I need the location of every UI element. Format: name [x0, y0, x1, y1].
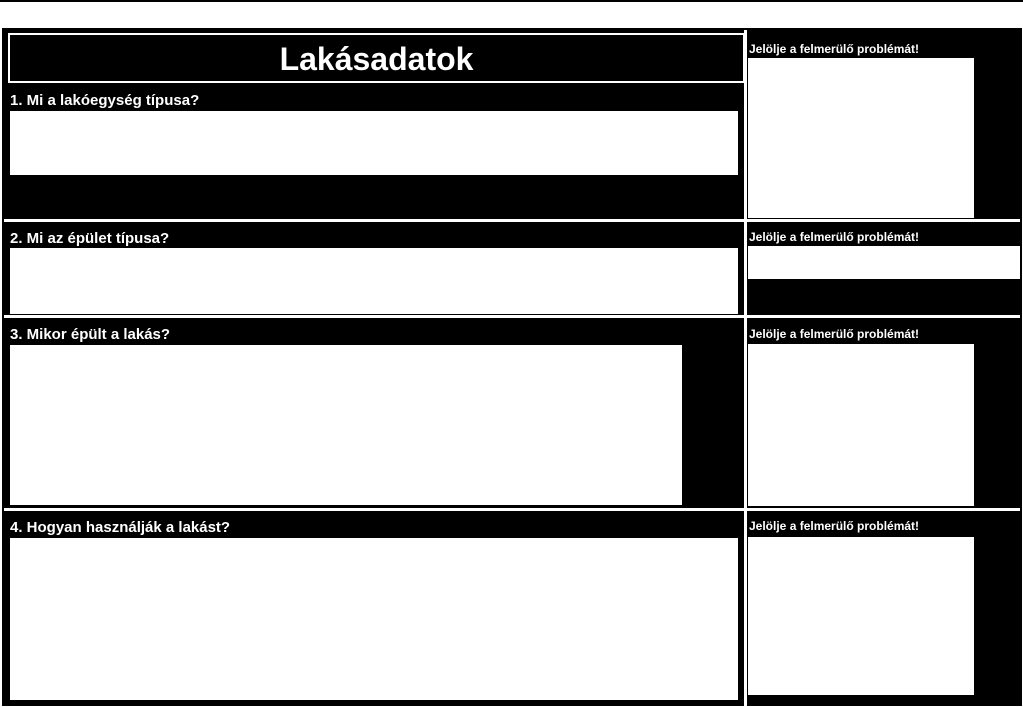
question-4-problem-field[interactable]: [748, 537, 974, 695]
question-4-label: 4. Hogyan használják a lakást?: [10, 519, 231, 536]
question-2-problem-field[interactable]: [748, 246, 1020, 279]
question-3-answer-field[interactable]: [10, 345, 682, 505]
question-1-label: 1. Mi a lakóegység típusa?: [10, 92, 200, 109]
column-separator: [744, 30, 747, 706]
question-1-answer-field[interactable]: [10, 111, 738, 175]
question-4-answer-field[interactable]: [10, 538, 738, 700]
question-4-problem-label: Jelölje a felmerülő problémát!: [749, 519, 920, 533]
question-3-problem-label: Jelölje a felmerülő problémát!: [749, 327, 920, 341]
question-2-answer-field[interactable]: [10, 248, 738, 314]
section-divider: [4, 219, 1020, 222]
page-title: Lakásadatok: [279, 41, 474, 77]
question-1-problem-label: Jelölje a felmerülő problémát!: [749, 42, 920, 56]
section-divider: [4, 315, 1020, 318]
question-3-label: 3. Mikor épült a lakás?: [10, 326, 171, 343]
question-1-problem-field[interactable]: [748, 58, 974, 218]
top-bar: [0, 0, 1023, 28]
section-divider: [4, 508, 1020, 511]
title-box: [8, 33, 745, 83]
question-3-problem-field[interactable]: [748, 344, 974, 506]
question-2-label: 2. Mi az épület típusa?: [10, 230, 170, 247]
question-2-problem-label: Jelölje a felmerülő problémát!: [749, 230, 920, 244]
